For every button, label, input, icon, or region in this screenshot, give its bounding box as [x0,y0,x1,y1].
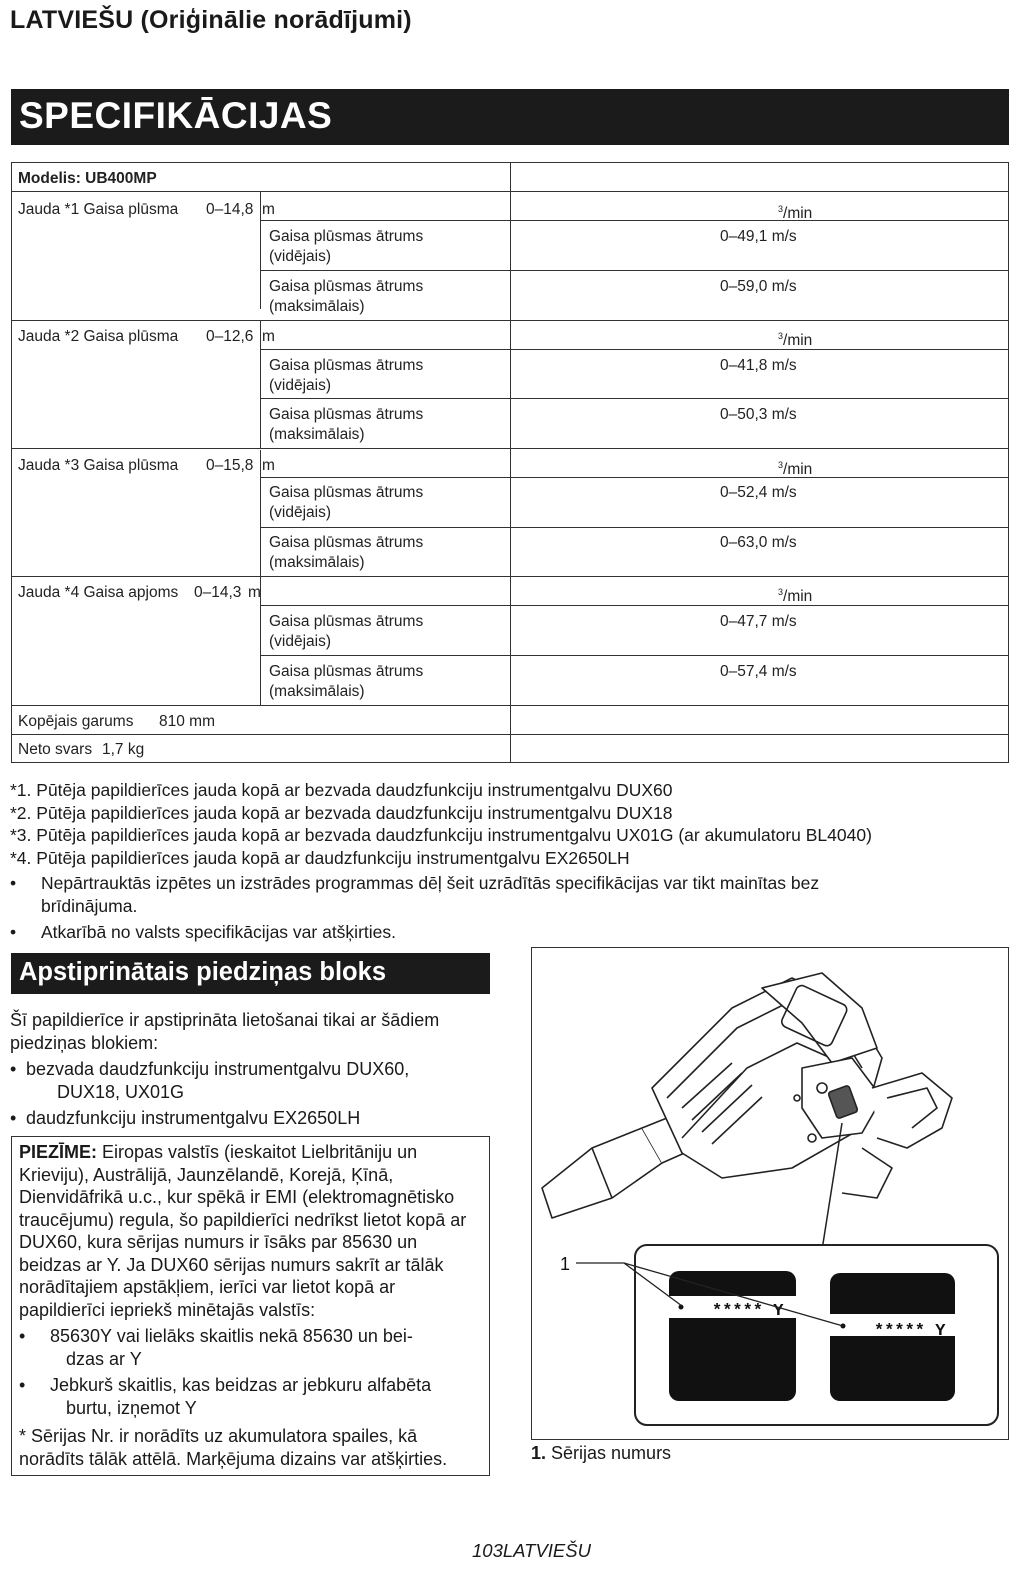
bullet-icon: • [10,1108,17,1128]
specifications-heading: SPECIFIKĀCIJAS [11,89,1009,145]
note-footnote: * Sērijas Nr. ir norādīts uz akumulatora spailes, kā norādīts tālāk attēlā. Marķējuma dizains var atšķirties. [19,1426,448,1469]
air-velocity-label: Gaisa plūsmas ātrums (vidējais) [269,357,424,394]
air-velocity-label: Gaisa plūsmas ātrums (maksimālais) [269,278,424,315]
footnotes [10,779,1010,869]
list-item: • Nepārtrauktās izpētes un izstrādes programmas dēļ šeit uzrādītās specifikācijas var tikt mainītas bez brīdinājuma. [10,873,820,916]
air-velocity-value: 0–47,7 m/s [720,613,797,630]
model-label: Modelis: UB400MP [18,170,157,187]
air-velocity-label: Gaisa plūsmas ātrums (maksimālais) [269,663,424,700]
footnote: *2. Pūtēja papildierīces jauda kopā ar bezvada daudzfunkciju instrumentgalvu DUX18 [10,802,673,823]
list-item: • daudzfunkciju instrumentgalvu EX2650LH [10,1108,361,1128]
spec-notes [10,872,1010,948]
length-label: Kopējais garums [18,713,134,730]
list-item: • bezvada daudzfunkciju instrumentgalvu DUX60, DUX18, UX01G [10,1059,410,1102]
airflow-unit-min: $^3$/min [778,587,813,606]
serial-label-text: ***** Y [712,1302,784,1321]
weight-label: Neto svars [18,741,93,758]
air-velocity-value: 0–52,4 m/s [720,484,797,501]
power-unit-section [10,1009,490,1130]
airflow-unit-min: $^3$/min [778,331,813,350]
serial-number-figure [531,947,1009,1440]
airflow-unit: m [262,328,275,345]
footer-language: LATVIEŠU [502,1540,591,1561]
weight-value: 1,7 kg [102,741,145,758]
bullet-icon: • [19,1326,26,1346]
bullet-icon: • [10,1059,17,1079]
list-item: • Atkarībā no valsts specifikācijas var atšķirties. [10,922,396,942]
airflow-unit-min: $^3$/min [778,204,813,223]
power-unit-intro: Šī papildierīce ir apstiprināta lietošanai tikai ar šādiem piedziņas blokiem: [10,1010,440,1053]
air-velocity-value: 0–41,8 m/s [720,357,797,374]
air-velocity-value: 0–50,3 m/s [720,406,797,423]
list-item: • 85630Y vai lielāks skaitlis nekā 85630 un bei- dzas ar Y [19,1326,413,1369]
airflow-value: 0–15,8 [206,457,254,474]
power-label: Jauda *4 Gaisa apjoms [18,584,179,601]
length-value: 810 mm [159,713,215,730]
footnote: *3. Pūtēja papildierīces jauda kopā ar bezvada daudzfunkciju instrumentgalvu UX01G (ar akumulatoru BL4040) [10,825,872,845]
airflow-value: 0–14,3 [194,584,242,601]
airflow-value: 0–12,6 [206,328,254,345]
bullet-icon: • [19,1375,26,1395]
page-title: LATVIEŠU (Oriģinālie norādījumi) [10,6,412,34]
footnote: *1. Pūtēja papildierīces jauda kopā ar bezvada daudzfunkciju instrumentgalvu DUX60 [10,780,673,800]
air-velocity-value: 0–57,4 m/s [720,663,797,680]
power-unit-heading: Apstiprinātais piedziņas bloks [11,953,490,994]
airflow-value: 0–14,8 [206,201,254,218]
air-velocity-label: Gaisa plūsmas ātrums (vidējais) [269,228,424,265]
note-label: PIEZĪME: [19,1142,98,1162]
specifications-table [11,162,1009,763]
air-velocity-label: Gaisa plūsmas ātrums (vidējais) [269,613,424,650]
air-velocity-value: 0–49,1 m/s [720,228,797,245]
list-item: • Jebkurš skaitlis, kas beidzas ar jebkuru alfabēta burtu, izņemot Y [19,1375,432,1418]
airflow-unit: m [262,457,275,474]
air-velocity-value: 0–59,0 m/s [720,278,797,295]
note-text: PIEZĪME: Eiropas valstīs (ieskaitot Lielbritāniju un Krieviju), Austrālijā, Jaunzēlandē, Korejā, Ķīnā, Dienvidāfrikā u.c., kur spēkā ir EMI (elektromagnētisko traucējumu) regula, šo papildierīci nedrīkst lietot kopā ar DUX60, kura sērijas numurs ir īsāks par 85630 un beidzas ar Y. Ja DUX60 sērijas numurs sakrīt ar tālāk norādītajiem apstākļiem, ierīci var lietot kopā ar papildierīci iepriekš minētajās valstīs: [19,1142,467,1320]
bullet-icon: • [10,922,17,942]
air-velocity-label: Gaisa plūsmas ātrums (maksimālais) [269,534,424,571]
air-velocity-label: Gaisa plūsmas ātrums (maksimālais) [269,406,424,443]
airflow-unit: m [262,201,275,218]
airflow-unit-min: $^3$/min [778,460,813,479]
footnote: *4. Pūtēja papildierīces jauda kopā ar daudzfunkciju instrumentgalvu EX2650LH [10,847,630,868]
note-box [11,1136,490,1476]
figure-caption: 1. Sērijas numurs [531,1443,672,1463]
callout-number: 1 [560,1254,571,1274]
serial-label-text: ***** Y [874,1322,946,1341]
bullet-icon: • [10,873,17,893]
airflow-unit: m [248,584,261,601]
power-label: Jauda *1 Gaisa plūsma [18,201,179,218]
page-number: 103 [472,1540,503,1561]
page-footer [0,1540,1029,1562]
air-velocity-label: Gaisa plūsmas ātrums (vidējais) [269,484,424,521]
power-label: Jauda *3 Gaisa plūsma [18,457,179,474]
power-label: Jauda *2 Gaisa plūsma [18,328,179,345]
tool-illustration [532,948,1009,1440]
air-velocity-value: 0–63,0 m/s [720,534,797,551]
